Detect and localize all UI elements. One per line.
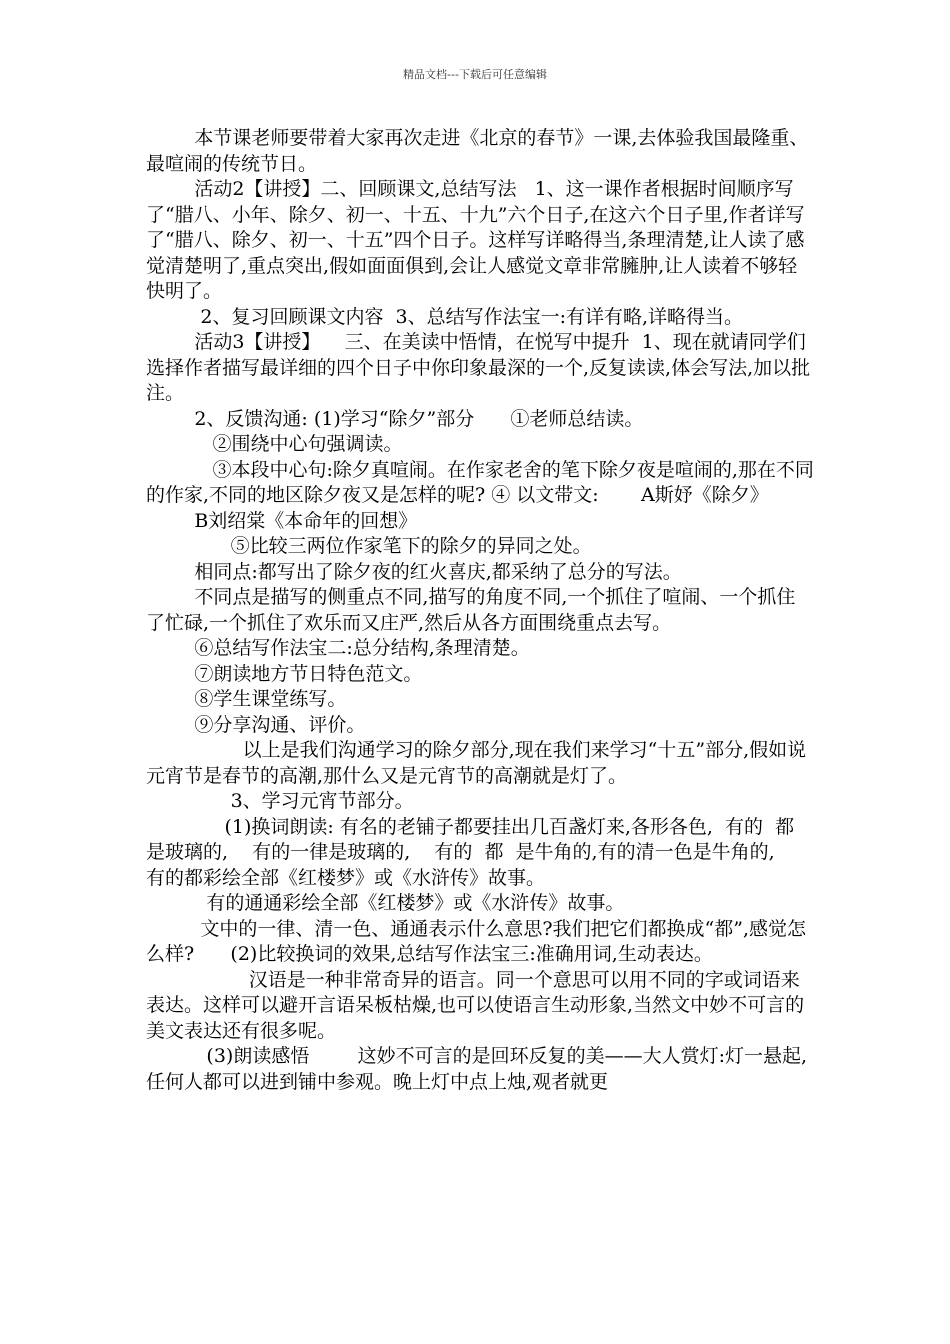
paragraph: 2、复习回顾课文内容 3、总结写作法宝一:有详有略,详略得当。 [146,305,744,328]
paragraph: 文中的一律、清一色、通通表示什么意思?我们把它们都换成“都”,感觉怎么样? (2)比较换词的效果,总结写作法宝三:准确用词,生动表达。 [146,917,807,965]
paragraph: (3)朗读感悟 这妙不可言的是回环反复的美——大人赏灯:灯一悬起,任何人都可以进到铺中参观。晚上灯中点上烛,观者就更 [146,1045,808,1093]
paragraph: ⑨分享沟通、评价。 [146,713,366,736]
document-body [146,126,814,1095]
paragraph: 相同点:都写出了除夕夜的红火喜庆,都采纳了总分的写法。 [146,560,682,583]
paragraph: ⑥总结写作法宝二:总分结构,条理清楚。 [146,637,530,659]
paragraph: 活动3【讲授】 三、在美读中悟情，在悦写中提升 1、现在就请同学们选择作者描写最详细的四个日子中你印象最深的一个,反复读读,体会写法,加以批注。 [146,331,811,404]
paragraph: ②围绕中心句强调读。 [146,433,403,455]
paragraph: ⑧学生课堂练写。 [146,688,347,710]
paragraph: 本节课老师要带着大家再次走进《北京的春节》一课,去体验我国最隆重、最喧闹的传统节日。 [146,127,809,175]
paragraph: 以上是我们沟通学习的除夕部分,现在我们来学习“十五”部分,假如说元宵节是春节的高潮,那什么又是元宵节的高潮就是灯了。 [146,739,807,787]
paragraph: (1)换词朗读: 有名的老铺子都要挂出几百盏灯来,各形各色, 有的 都 是玻璃的, 有的一律是玻璃的, 有的 都 是牛角的,有的清一色是牛角的, 有的都彩绘全部《红楼梦》或《水浒传》故事。 [146,815,807,889]
paragraph: 不同点是描写的侧重点不同,描写的角度不同,一个抓住了喧闹、一个抓住了忙碌,一个抓住了欢乐而又庄严,然后从各方面围绕重点去写。 [146,586,796,634]
paragraph: ③本段中心句:除夕真喧闹。在作家老舍的笔下除夕夜是喧闹的,那在不同的作家,不同的地区除夕夜又是怎样的呢? ④ 以文带文: A斯妤《除夕》 [146,458,814,506]
page-header: 精品文档---下载后可任意编辑 [403,68,547,81]
paragraph: 2、反馈沟通: (1)学习“除夕”部分 ①老师总结读。 [146,407,644,430]
paragraph: 有的通通彩绘全部《红楼梦》或《水浒传》故事。 [146,892,625,914]
paragraph: 3、学习元宵节部分。 [146,790,414,812]
paragraph: 汉语是一种非常奇异的语言。同一个意思可以用不同的字或词语来表达。这样可以避开言语呆板枯燥,也可以使语言生动形象,当然文中妙不可言的美文表达还有很多呢。 [146,968,805,1042]
paragraph: 活动2【讲授】二、回顾课文,总结写法 1、这一课作者根据时间顺序写了“腊八、小年、除夕、初一、十五、十九”六个日子,在这六个日子里,作者详写了“腊八、除夕、初一、十五”四个日子。这样写详略得当,条理清楚,让人读了感觉清楚明了,重点突出,假如面面俱到,会让人感觉文章非常臃肿,让人读着不够轻快明了。 [146,178,805,302]
paragraph: ⑤比较三两位作家笔下的除夕的异同之处。 [146,535,592,557]
paragraph: B刘绍棠《本命年的回想》 [146,509,418,532]
paragraph: ⑦朗读地方节日特色范文。 [146,662,423,685]
